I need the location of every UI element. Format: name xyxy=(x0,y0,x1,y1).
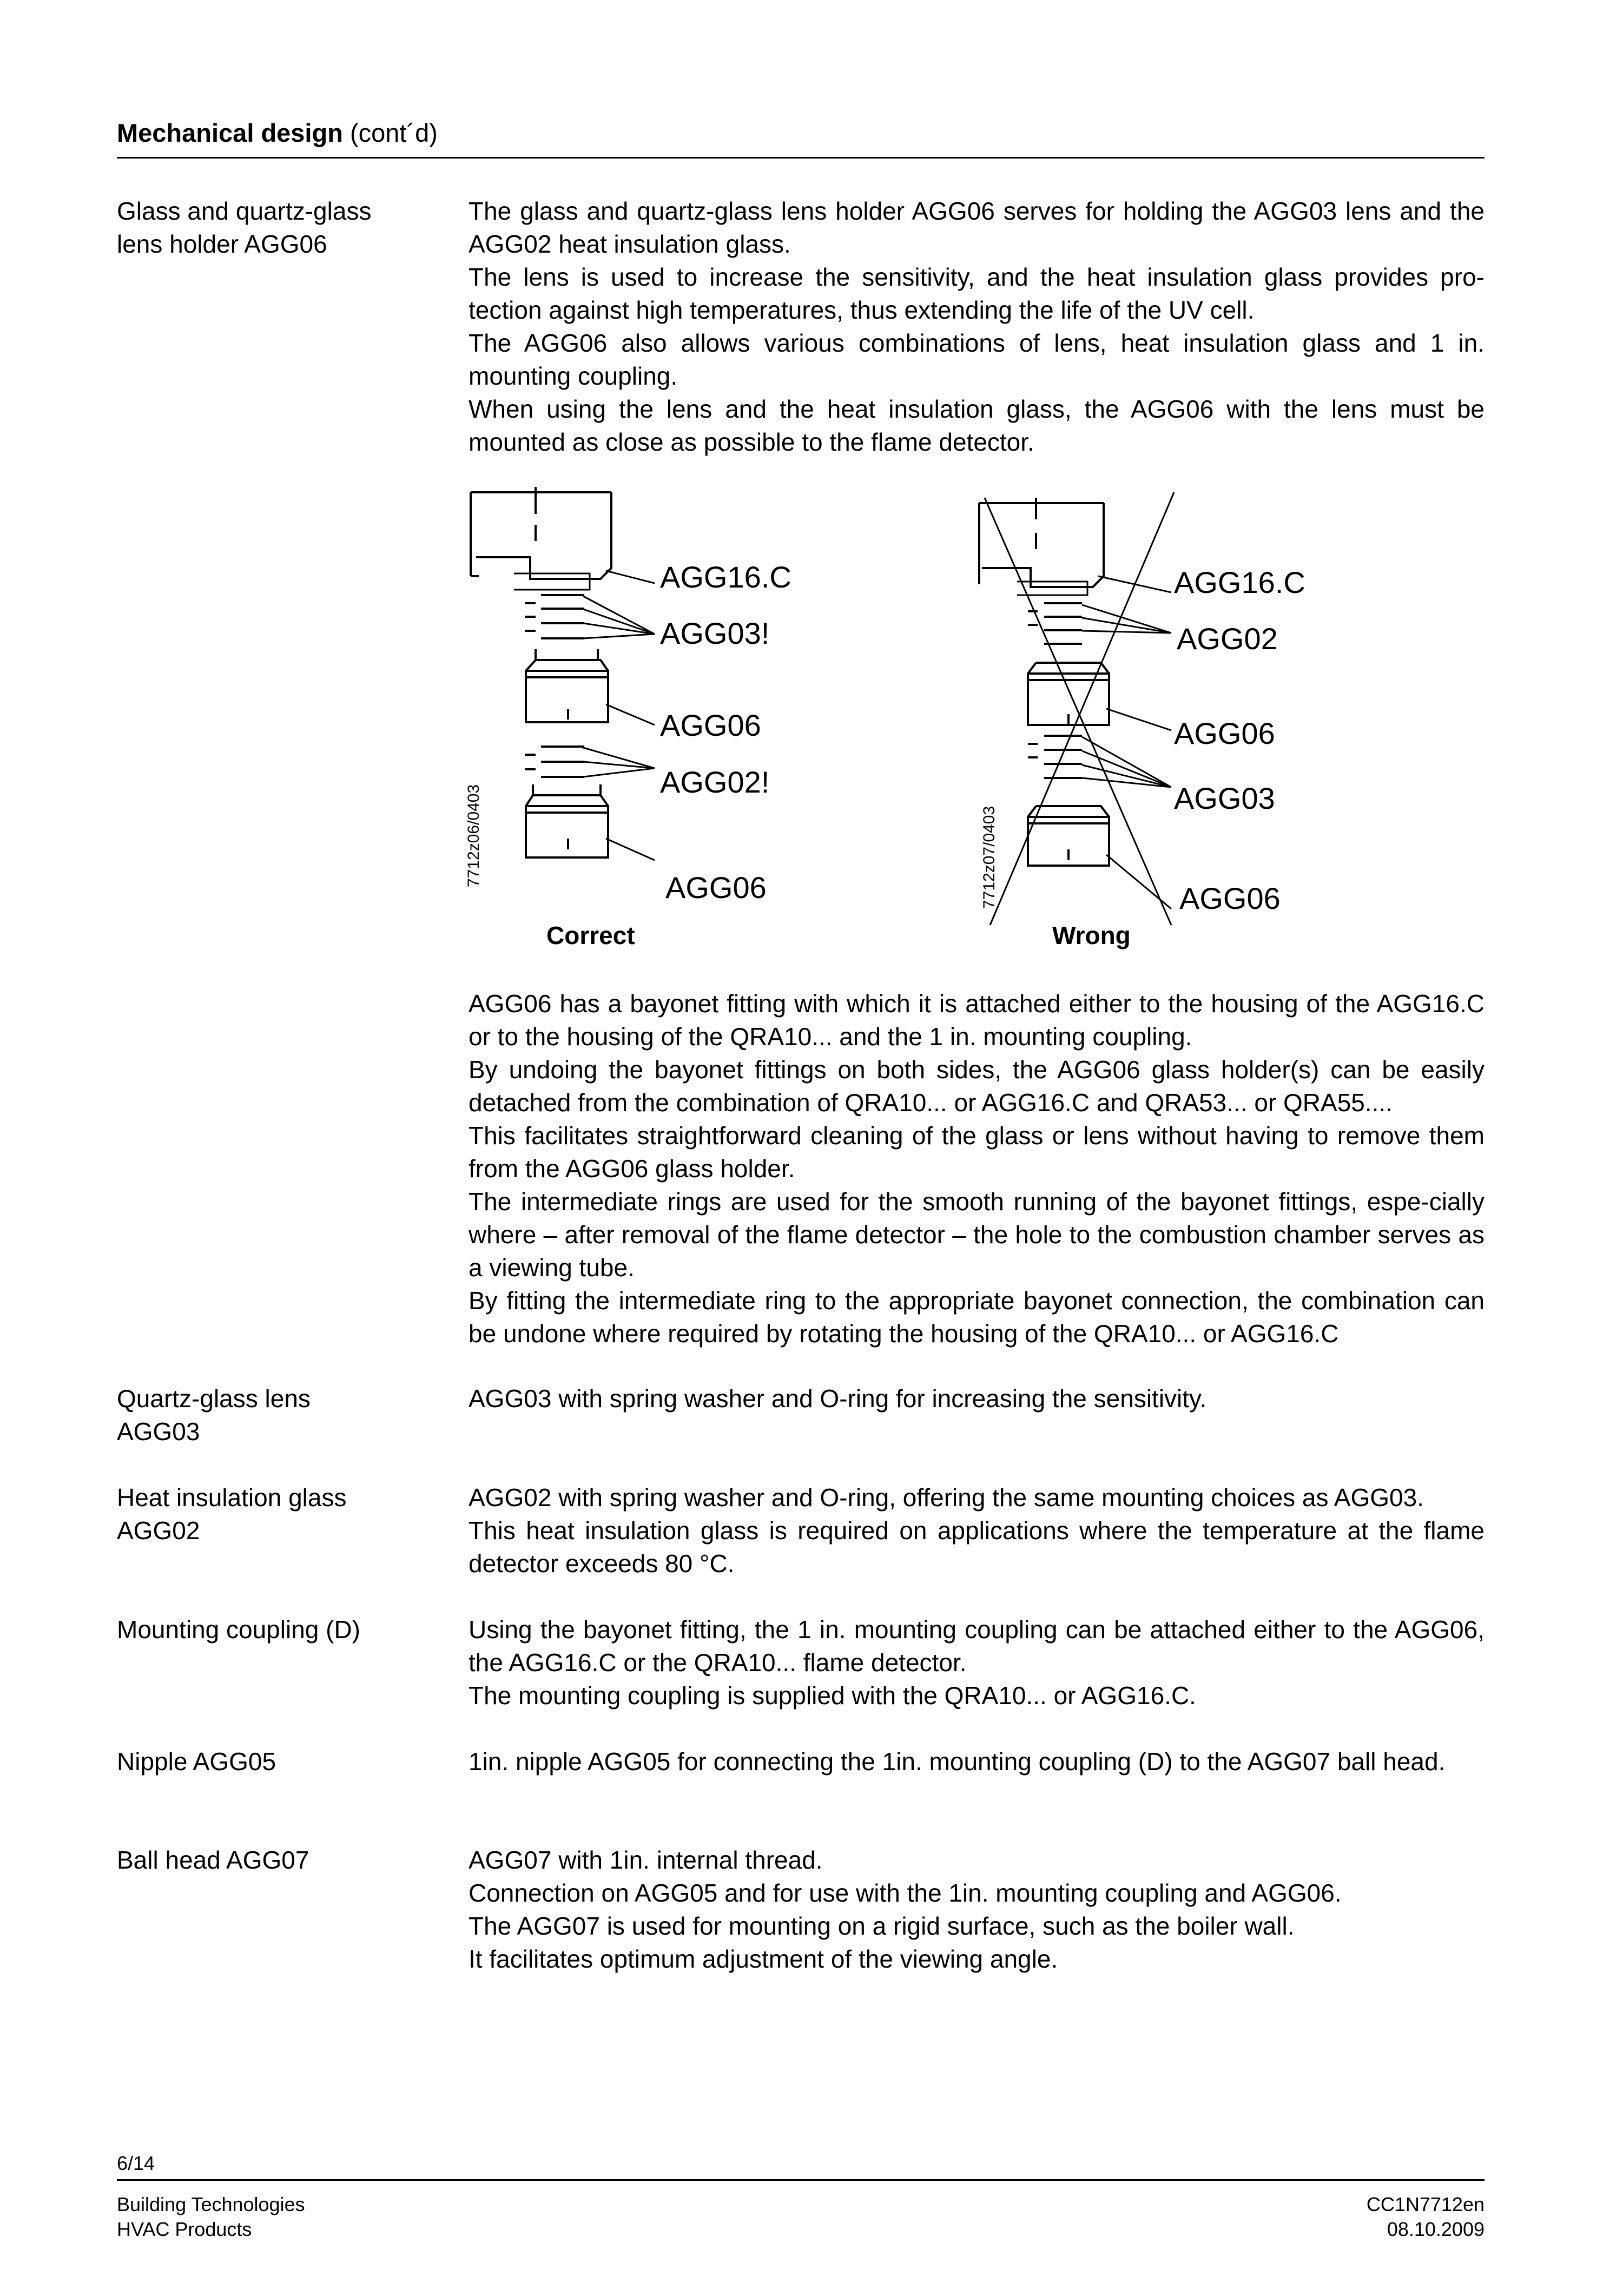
correct-leaders xyxy=(583,571,655,860)
correct-label-3: AGG06 xyxy=(660,708,761,742)
correct-drawing-code: 7712z06/0403 xyxy=(465,784,483,887)
text-agg07: AGG07 with 1in. internal thread. Connection on AGG05 and for use with the 1in. mounting coupling and AGG06. The AGG07 is used for mounting on a rigid surface, such as the boiler wall. It facilitates optimum adjustment of the viewing angle. xyxy=(469,1846,1342,1973)
correct-label-1: AGG16.C xyxy=(660,560,791,594)
wrong-leaders xyxy=(1082,576,1171,909)
wrong-stack xyxy=(979,492,1174,925)
text-agg02: AGG02 with spring washer and O-ring, offering the same mounting choices as AGG03. This heat insulation glass is required on applications where the temperature at the flame detector exceeds 80 °C. xyxy=(469,1483,1485,1578)
footer-right: CC1N7712en 08.10.2009 xyxy=(1366,2193,1485,2240)
footer-rule xyxy=(117,2179,1485,2181)
lens-holder-diagram xyxy=(454,481,1331,968)
wrong-label-1: AGG16.C xyxy=(1174,565,1305,599)
page-number: 6/14 xyxy=(117,2152,155,2174)
text-coupling: Using the bayonet fitting, the 1 in. mounting coupling can be attached either to the AGG06, the AGG16.C or the QRA10... flame detector. The mounting coupling is supplied with the QRA10... or AGG16.C. xyxy=(469,1615,1485,1710)
correct-caption: Correct xyxy=(546,921,635,949)
label-agg05: Nipple AGG05 xyxy=(117,1747,276,1776)
label-coupling: Mounting coupling (D) xyxy=(117,1615,361,1644)
label-agg06: Glass and quartz-glass lens holder AGG06 xyxy=(117,197,372,258)
header-title: Mechanical design xyxy=(117,118,343,147)
wrong-label-5: AGG06 xyxy=(1179,881,1281,915)
wrong-caption: Wrong xyxy=(1052,921,1131,949)
text-agg06-top: The glass and quartz-glass lens holder AGG06 serves for holding the AGG03 lens and the AGG02 heat insulation glass. The lens is used to increase the sensitivity, and the heat insulation glass provides pro-tection against high temperatures, thus extending the life of the UV cell. The AGG06 also allows various combinations of lens, heat insulation glass and 1 in. mounting coupling. When using the lens and the heat insulation glass, the AGG06 with the lens must be mounted as close as possible to the flame detector. xyxy=(469,197,1485,456)
label-agg02: Heat insulation glass AGG02 xyxy=(117,1483,347,1545)
label-agg07: Ball head AGG07 xyxy=(117,1846,309,1874)
correct-label-2: AGG03! xyxy=(660,616,770,650)
page-header xyxy=(117,118,438,148)
correct-label-4: AGG02! xyxy=(660,765,770,799)
text-agg06-bottom: AGG06 has a bayonet fitting with which it is attached either to the housing of the AGG16.C or to the housing of the QRA10... and the 1 in. mounting coupling. By undoing the bayonet fittings on both sides, the AGG06 glass holder(s) can be easily detached from the combination of QRA10... or AGG16.C and QRA53... or QRA55.... This facilitates straightforward cleaning of the glass or lens without having to remove them from the AGG06 glass holder. The intermediate rings are used for the smooth running of the bayonet fittings, espe-cially where – after removal of the flame detector – the hole to the combustion chamber serves as a viewing tube. By fitting the intermediate ring to the appropriate bayonet connection, the combination can be undone where required by rotating the housing of the QRA10... or AGG16.C xyxy=(469,989,1485,1348)
label-agg03: Quartz-glass lens AGG03 xyxy=(117,1384,311,1446)
correct-label-5: AGG06 xyxy=(665,870,767,905)
wrong-drawing-code: 7712z07/0403 xyxy=(980,806,998,909)
text-agg05: 1in. nipple AGG05 for connecting the 1in. mounting coupling (D) to the AGG07 ball head. xyxy=(469,1747,1446,1776)
text-agg03: AGG03 with spring washer and O-ring for increasing the sensitivity. xyxy=(469,1384,1207,1413)
header-rule xyxy=(117,157,1485,159)
footer-left: Building Technologies HVAC Products xyxy=(117,2193,305,2240)
correct-stack xyxy=(471,487,611,857)
wrong-label-3: AGG06 xyxy=(1174,716,1275,750)
header-suffix: (cont´d) xyxy=(342,118,438,147)
wrong-label-2: AGG02 xyxy=(1177,622,1278,656)
wrong-label-4: AGG03 xyxy=(1174,781,1275,815)
